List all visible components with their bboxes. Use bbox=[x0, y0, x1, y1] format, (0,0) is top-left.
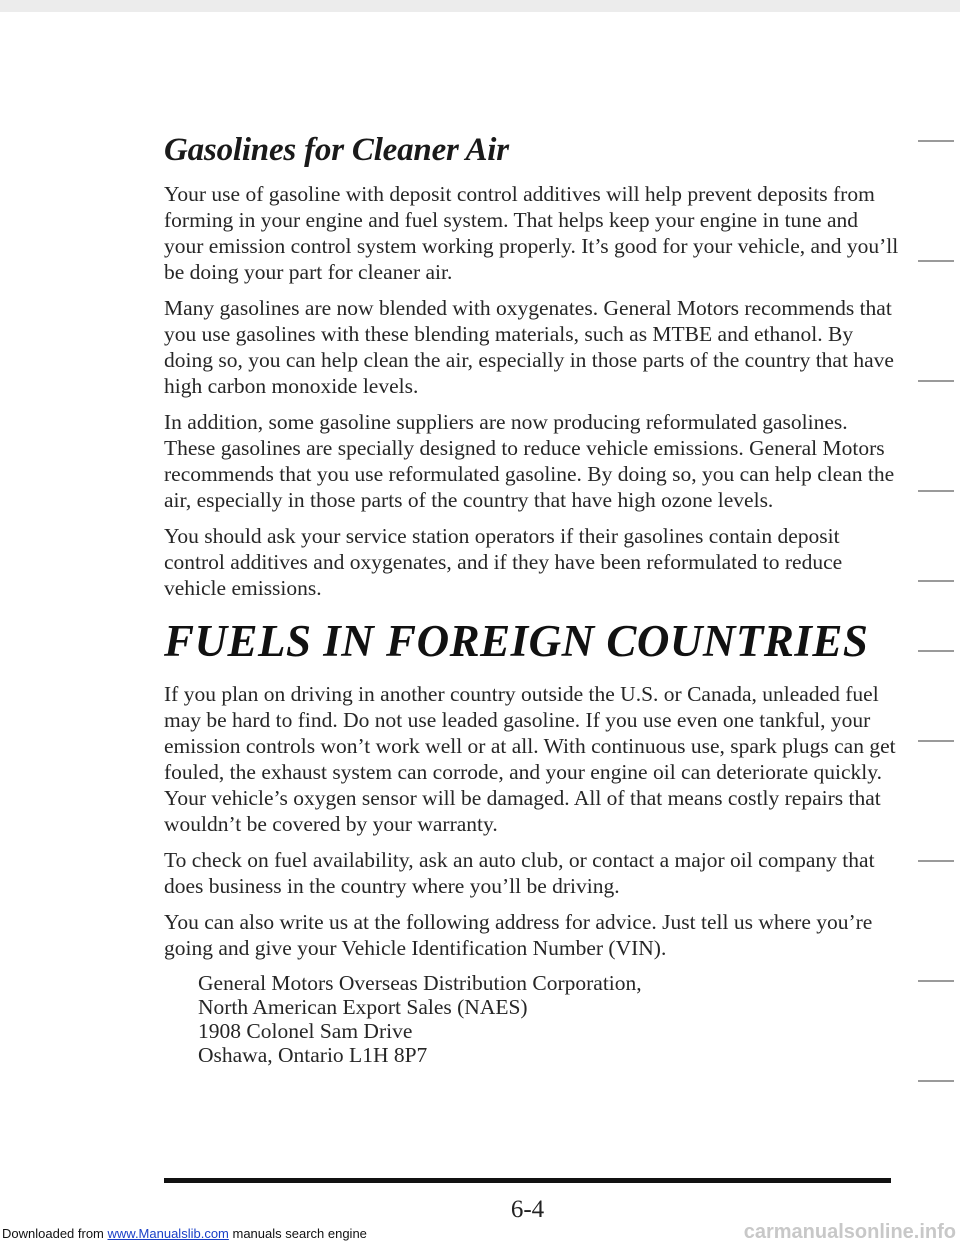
margin-mark bbox=[918, 860, 954, 862]
watermark: carmanualsonline.info bbox=[743, 1221, 956, 1243]
mailing-address bbox=[164, 971, 899, 1067]
section-title: Gasolines for Cleaner Air bbox=[164, 132, 509, 168]
margin-mark bbox=[918, 740, 954, 742]
address-line: 1908 Colonel Sam Drive bbox=[198, 1019, 413, 1043]
paragraph: Your use of gasoline with deposit control additives will help prevent deposits from forming in your engine and fuel system. That helps keep your engine in tune and your emission control system working properly. It’s good for your vehicle, and you’ll be doing your part for cleaner air. bbox=[164, 182, 899, 284]
address-line: Oshawa, Ontario L1H 8P7 bbox=[198, 1043, 428, 1067]
margin-mark bbox=[918, 260, 954, 262]
top-bar bbox=[0, 0, 960, 12]
download-footer bbox=[0, 1221, 960, 1243]
footer-prefix: Downloaded from bbox=[2, 1226, 108, 1241]
paragraph: If you plan on driving in another country outside the U.S. or Canada, unleaded fuel may be hard to find. Do not use leaded gasoline. If you use even one tankful, your emission controls won’t work well or at all. With continuous use, spark plugs can get fouled, the exhaust system can corrode, and your engine oil can deteriorate quickly. Your vehicle’s oxygen sensor will be damaged. All of that means costly repairs that wouldn’t be covered by your warranty. bbox=[164, 682, 896, 836]
footer-rule bbox=[164, 1178, 891, 1183]
margin-mark bbox=[918, 1080, 954, 1082]
margin-scan-marks bbox=[918, 140, 958, 1180]
margin-mark bbox=[918, 140, 954, 142]
chapter-title: FUELS IN FOREIGN COUNTRIES bbox=[164, 616, 869, 666]
paragraph: You should ask your service station operators if their gasolines contain deposit control additives and oxygenates, and if they have been reformulated to reduce vehicle emissions. bbox=[164, 524, 843, 600]
margin-mark bbox=[918, 490, 954, 492]
margin-mark bbox=[918, 380, 954, 382]
address-line: North American Export Sales (NAES) bbox=[198, 995, 528, 1019]
manualslib-link[interactable]: www.Manualslib.com bbox=[107, 1226, 229, 1241]
paragraph: Many gasolines are now blended with oxygenates. General Motors recommends that you use gasolines with these blending materials, such as MTBE and ethanol. By doing so, you can help clean the air, especially in those parts of the country that have high carbon monoxide levels. bbox=[164, 296, 894, 398]
footer-text bbox=[2, 1226, 367, 1241]
footer-suffix: manuals search engine bbox=[228, 1226, 367, 1241]
paragraph: In addition, some gasoline suppliers are now producing reformulated gasolines. These gasolines are specially designed to reduce vehicle emissions. General Motors recommends that you use reformulated gasoline. By doing so, you can help clean the air, especially in those parts of the country that have high ozone levels. bbox=[164, 410, 895, 512]
manual-page bbox=[164, 118, 899, 1067]
margin-mark bbox=[918, 650, 954, 652]
paragraph: To check on fuel availability, ask an auto club, or contact a major oil company that does business in the country where you’ll be driving. bbox=[164, 848, 875, 898]
page-number: 6-4 bbox=[510, 1196, 545, 1223]
paragraph: You can also write us at the following address for advice. Just tell us where you’re going and give your Vehicle Identification Number (VIN). bbox=[164, 910, 873, 960]
margin-mark bbox=[918, 980, 954, 982]
address-line: General Motors Overseas Distribution Corporation, bbox=[198, 971, 642, 995]
margin-mark bbox=[918, 580, 954, 582]
